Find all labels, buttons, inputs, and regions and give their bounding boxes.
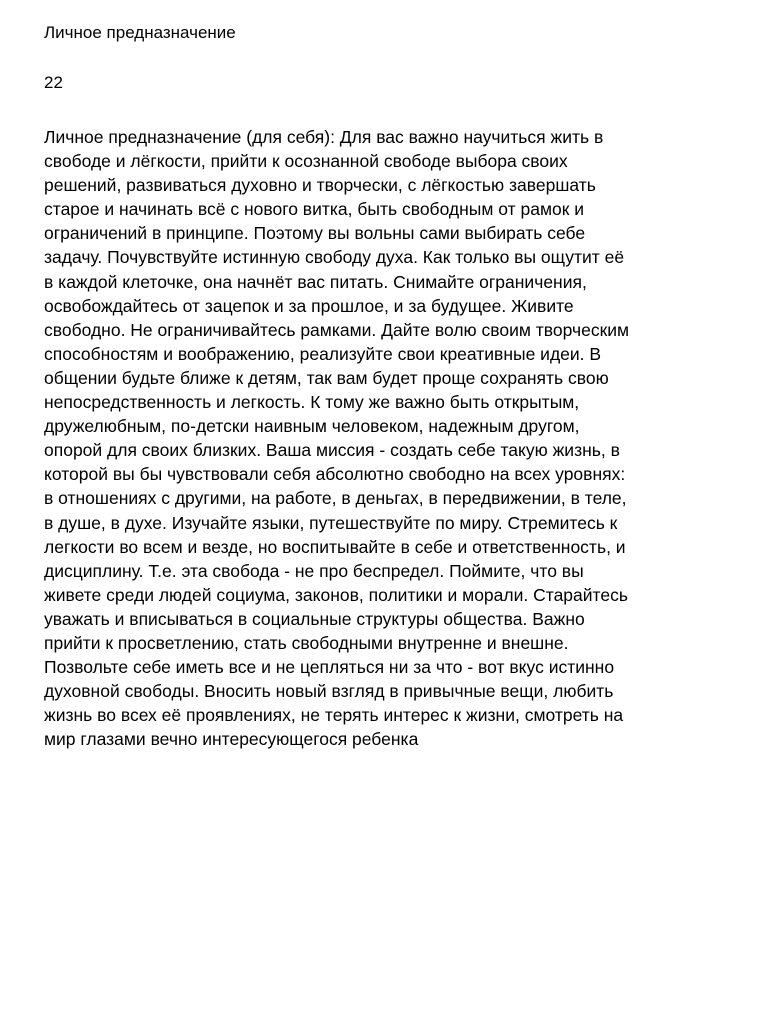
text-line: в душе, в духе. Изучайте языки, путешествуйте по миру. Стремитесь к (44, 512, 618, 533)
text-line: общении будьте ближе к детям, так вам будет проще сохранять свою (44, 367, 609, 388)
text-line: Личное предназначение (для себя): Для вас важно научиться жить в (44, 127, 604, 147)
text-line: освобождайтесь от зацепок и за прошлое, и за будущее. Живите (44, 295, 574, 316)
text-line: жизнь во всех её проявлениях, не терять интерес к жизни, смотреть на (44, 705, 624, 726)
text-line: Позвольте себе иметь все и не цепляться ни за что - вот вкус истинно (44, 657, 615, 678)
page-number: 22 (44, 73, 63, 92)
text-line: опорой для своих близких. Ваша миссия - создать себе такую жизнь, в (44, 440, 620, 461)
text-line: свободно. Не ограничивайтесь рамками. Дайте волю своим творческим (44, 319, 630, 340)
text-line: решений, развиваться духовно и творчески, с лёгкостью завершать (44, 175, 596, 196)
text-line: в отношениях с другими, на работе, в деньгах, в передвижении, в теле, (44, 488, 627, 509)
text-line: старое и начинать всё с нового витка, быть свободным от рамок и (44, 199, 585, 220)
text-line: в каждой клеточке, она начнёт вас питать. Снимайте ограничения, (44, 271, 587, 292)
document-title: Личное предназначение (44, 23, 236, 42)
text-line: легкости во всем и везде, но воспитывайте в себе и ответственность, и (44, 536, 626, 557)
text-line: живете среди людей социума, законов, политики и морали. Старайтесь (44, 584, 628, 605)
body-paragraph (44, 125, 734, 751)
text-line: непосредственность и легкость. К тому же важно быть открытым, (44, 392, 580, 413)
text-line: прийти к просветлению, стать свободными внутренне и внешне. (44, 632, 569, 653)
text-line: уважать и вписываться в социальные структуры общества. Важно (44, 608, 585, 629)
text-line: ограничений в принципе. Поэтому вы вольны сами выбирать себе (44, 223, 586, 244)
text-line: свободе и лёгкости, прийти к осознанной свободе выбора своих (44, 151, 568, 172)
text-line: задачу. Почувствуйте истинную свободу духа. Как только вы ощутит её (44, 247, 625, 268)
text-line: духовной свободы. Вносить новый взгляд в привычные вещи, любить (44, 681, 614, 702)
text-line: дисциплину. Т.е. эта свобода - не про беспредел. Поймите, что вы (44, 560, 584, 581)
text-line: дружелюбным, по-детски наивным человеком, надежным другом, (44, 416, 580, 437)
text-line: способностям и воображению, реализуйте свои креативные идеи. В (44, 343, 602, 364)
text-line: которой вы бы чувствовали себя абсолютно свободно на всех уровнях: (44, 464, 626, 485)
text-line: мир глазами вечно интересующегося ребенка (44, 729, 419, 750)
